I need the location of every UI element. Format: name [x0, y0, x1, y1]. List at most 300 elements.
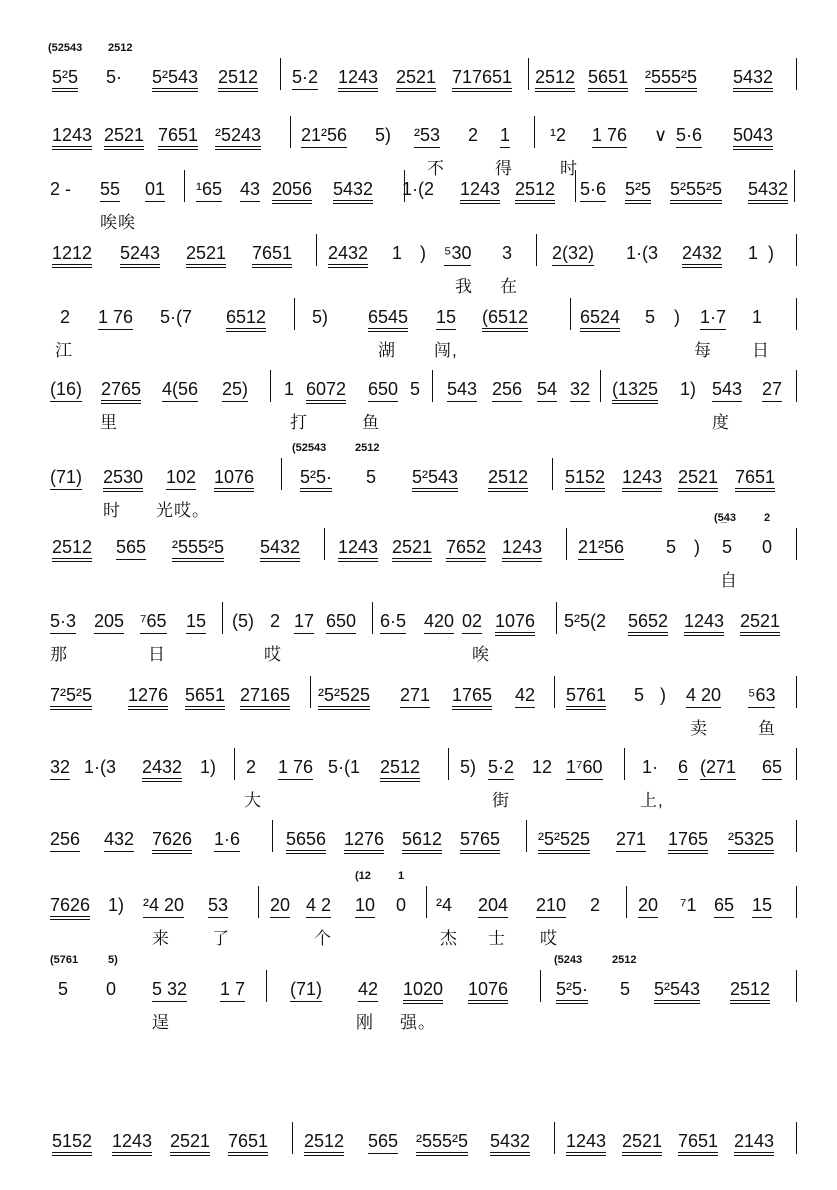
score-line	[0, 442, 837, 526]
lyric-text: 得	[495, 159, 513, 178]
note-group: 1243	[52, 124, 92, 150]
note-group: 2512	[304, 1130, 344, 1156]
grace-note-annotation: 2	[764, 512, 771, 524]
note-group: )	[694, 537, 700, 557]
note-group: 54	[537, 378, 557, 402]
lyric-text: 上,	[640, 791, 664, 810]
note-group: 5	[58, 979, 69, 999]
barline	[796, 298, 797, 330]
note-group: 650	[368, 378, 398, 402]
score-line	[0, 512, 837, 596]
lyric-text: 光哎。	[156, 501, 210, 520]
lyric-text: 强。	[400, 1013, 436, 1032]
note-group: ²53	[414, 124, 440, 148]
note-group: 5	[366, 467, 377, 487]
barline	[324, 528, 325, 560]
barline	[796, 1122, 797, 1154]
lyric-text: 打	[290, 413, 308, 432]
note-group: 2521	[740, 610, 780, 636]
note-group: 1076	[495, 610, 535, 636]
note-group: 1	[752, 307, 763, 327]
note-group: 1	[284, 379, 295, 399]
note-group: ²5²525	[538, 828, 590, 854]
barline	[281, 458, 282, 490]
note-group: 7651	[735, 466, 775, 492]
note-group: 432	[104, 828, 134, 852]
note-group: 2512	[515, 178, 555, 204]
note-group: ¹65	[196, 178, 222, 202]
note-group: 1212	[52, 242, 92, 268]
lyric-text: 来	[152, 929, 170, 948]
lyric-text: 刚	[356, 1013, 374, 1032]
note-group: 1 76	[592, 124, 627, 148]
note-group: 65	[714, 894, 734, 918]
note-group: 21²56	[301, 124, 347, 148]
score-line	[0, 954, 837, 1038]
note-group: (271	[700, 756, 736, 780]
note-group: 1765	[452, 684, 492, 710]
note-group: 5²55²5	[670, 178, 722, 204]
barline	[554, 676, 555, 708]
barline	[796, 58, 797, 90]
note-group: 0	[106, 979, 117, 999]
note-group: 5432	[333, 178, 373, 204]
note-group: 5	[666, 537, 677, 557]
note-group: ²4	[436, 895, 453, 915]
lyric-text: 个	[314, 929, 332, 948]
lyric-text: 度	[712, 413, 730, 432]
barline	[292, 1122, 293, 1154]
note-group: 5²5·	[300, 466, 332, 492]
note-group: 7626	[50, 894, 90, 920]
note-group: ²555²5	[416, 1130, 468, 1156]
grace-note-annotation: 2512	[355, 442, 380, 454]
note-group: ²5²525	[318, 684, 370, 710]
barline	[222, 602, 223, 634]
lyric-text: 我	[455, 277, 473, 296]
note-group: 20	[638, 894, 658, 918]
score-line	[0, 306, 837, 366]
note-group: 543	[447, 378, 477, 402]
note-group: 565	[368, 1130, 398, 1154]
barline	[796, 528, 797, 560]
note-group: 205	[94, 610, 124, 634]
lyric-text: 那	[50, 645, 68, 664]
barline	[796, 676, 797, 708]
lyric-text: 哎	[264, 645, 282, 664]
score-line	[0, 684, 837, 744]
note-group: 1 76	[278, 756, 313, 780]
note-group: 5·6	[580, 178, 606, 202]
grace-note-annotation: (5̲43	[714, 512, 737, 524]
note-group: 210	[536, 894, 566, 918]
note-group: 5432	[490, 1130, 530, 1156]
note-group: )	[660, 685, 666, 705]
note-group: 15	[436, 306, 456, 330]
grace-note-annotation: 1	[398, 870, 405, 882]
note-group: 5·(1	[328, 757, 361, 777]
note-group: ⁵30	[444, 242, 471, 266]
note-group: 4(56	[162, 378, 198, 402]
note-group: 6524	[580, 306, 620, 332]
barline	[600, 370, 601, 402]
note-group: (5)	[232, 611, 254, 631]
note-group: 10	[355, 894, 375, 918]
note-group: (1325	[612, 378, 658, 404]
barline	[234, 748, 235, 780]
grace-note-annotation: (52543	[48, 42, 83, 54]
note-group: 6512	[226, 306, 266, 332]
score-line	[0, 242, 837, 302]
lyric-text: 士	[488, 929, 506, 948]
note-group: 5	[410, 379, 421, 399]
note-group: 2	[246, 757, 257, 777]
note-group: 2	[590, 895, 601, 915]
note-group: 1243	[460, 178, 500, 204]
barline	[794, 170, 795, 202]
note-group: ∨	[654, 125, 668, 145]
note-group: 5432	[260, 536, 300, 562]
note-group: 565	[116, 536, 146, 560]
note-group: 2512	[488, 466, 528, 492]
barline	[570, 298, 571, 330]
note-group: )	[674, 307, 680, 327]
note-group: 25)	[222, 378, 248, 402]
note-group: (71)	[290, 978, 322, 1002]
note-group: 5·3	[50, 610, 76, 634]
barline	[258, 886, 259, 918]
note-group: 1·	[642, 757, 659, 777]
note-group: ²555²5	[172, 536, 224, 562]
note-group: 2	[270, 611, 281, 631]
note-group: 717651	[452, 66, 512, 92]
lyric-text: 日	[752, 341, 770, 360]
barline	[426, 886, 427, 918]
note-group: 1)	[200, 757, 217, 777]
note-group: 6072	[306, 378, 346, 404]
note-group: 1076	[468, 978, 508, 1004]
barline	[796, 820, 797, 852]
note-group: 02	[462, 610, 482, 634]
note-group: 2(32)	[552, 242, 594, 266]
note-group: 420	[424, 610, 454, 634]
score-line	[0, 610, 837, 670]
note-group: 2 -	[50, 179, 72, 199]
note-group: ⁷65	[140, 610, 167, 634]
note-group: 42	[515, 684, 535, 708]
note-group: 6·5	[380, 610, 406, 634]
note-group: 4 20	[686, 684, 721, 708]
note-group: 5	[645, 307, 656, 327]
note-group: 32	[50, 756, 70, 780]
note-group: ²4 20	[143, 894, 184, 918]
note-group: 7626	[152, 828, 192, 854]
note-group: 5	[634, 685, 645, 705]
note-group: 5651	[588, 66, 628, 92]
lyric-text: 杰	[440, 929, 458, 948]
note-group: 27165	[240, 684, 290, 710]
note-group: 1243	[566, 1130, 606, 1156]
barline	[536, 234, 537, 266]
note-group: 6545	[368, 306, 408, 332]
lyric-text: 每	[694, 341, 712, 360]
note-group: 5152	[565, 466, 605, 492]
note-group: 1	[392, 243, 403, 263]
note-group: 2432	[328, 242, 368, 268]
note-group: 5·2	[292, 66, 318, 90]
note-group: 271	[616, 828, 646, 852]
lyric-text: 大	[244, 791, 262, 810]
note-group: (16)	[50, 378, 82, 402]
lyric-text: 街	[492, 791, 510, 810]
note-group: 5·6	[676, 124, 702, 148]
barline	[280, 58, 281, 90]
note-group: 5	[620, 979, 631, 999]
lyric-text: 里	[100, 413, 118, 432]
note-group: )	[768, 243, 774, 263]
barline	[448, 748, 449, 780]
barline	[796, 886, 797, 918]
lyric-text: 哎	[540, 929, 558, 948]
note-group: 5)	[460, 757, 477, 777]
note-group: 5)	[375, 125, 392, 145]
note-group: 55	[100, 178, 120, 202]
note-group: 5652	[628, 610, 668, 636]
note-group: 27	[762, 378, 782, 402]
note-group: 1	[748, 243, 759, 263]
note-group: 5432	[733, 66, 773, 92]
note-group: 102	[166, 466, 196, 490]
barline	[372, 602, 373, 634]
note-group: 15	[186, 610, 206, 634]
score-line	[0, 42, 837, 126]
note-group: 1 76	[98, 306, 133, 330]
grace-note-annotation: 2512	[612, 954, 637, 966]
barline	[556, 602, 557, 634]
note-group: 1)	[108, 895, 125, 915]
note-group: 271	[400, 684, 430, 708]
note-group: 1243	[502, 536, 542, 562]
note-group: 65	[762, 756, 782, 780]
note-group: 2512	[730, 978, 770, 1004]
score-line	[0, 870, 837, 954]
barline	[626, 886, 627, 918]
note-group: ²5325	[728, 828, 774, 854]
barline	[575, 170, 576, 202]
note-group: 2530	[103, 466, 143, 492]
barline	[316, 234, 317, 266]
note-group: 5612	[402, 828, 442, 854]
note-group: 3	[502, 243, 513, 263]
barline	[796, 748, 797, 780]
note-group: 7651	[678, 1130, 718, 1156]
score-line	[0, 1130, 837, 1190]
lyric-text: 唉	[472, 645, 490, 664]
note-group: ²555²5	[645, 66, 697, 92]
lyric-text: 鱼	[362, 413, 380, 432]
note-group: 2432	[142, 756, 182, 782]
note-group: 2512	[52, 536, 92, 562]
note-group: 1765	[668, 828, 708, 854]
note-group: 5²543	[654, 978, 700, 1004]
lyric-text: 江	[55, 341, 73, 360]
barline	[310, 676, 311, 708]
grace-note-annotation: 5)	[108, 954, 118, 966]
note-group: 2521	[170, 1130, 210, 1156]
barline	[184, 170, 185, 202]
note-group: 5243	[120, 242, 160, 268]
note-group: 1)	[680, 379, 697, 399]
note-group: 1·6	[214, 828, 240, 852]
note-group: 0	[396, 895, 407, 915]
lyric-text: 在	[500, 277, 518, 296]
note-group: 2521	[104, 124, 144, 150]
barline	[540, 970, 541, 1002]
note-group: 2056	[272, 178, 312, 204]
note-group: 5²5·	[556, 978, 588, 1004]
note-group: 5²543	[152, 66, 198, 92]
note-group: 2	[468, 125, 479, 145]
barline	[534, 116, 535, 148]
barline	[526, 820, 527, 852]
barline	[294, 298, 295, 330]
note-group: 2	[60, 307, 71, 327]
note-group: 5656	[286, 828, 326, 854]
grace-note-annotation: (5243	[554, 954, 583, 966]
score-line	[0, 378, 837, 438]
note-group: 1243	[684, 610, 724, 636]
barline	[272, 820, 273, 852]
note-group: 0	[762, 537, 773, 557]
lyric-text: 时	[103, 501, 121, 520]
note-group: 7651	[228, 1130, 268, 1156]
note-group: 543	[712, 378, 742, 402]
note-group: 5	[722, 537, 733, 557]
note-group: 1·7	[700, 306, 726, 330]
note-group: 12	[532, 757, 553, 777]
note-group: 5432	[748, 178, 788, 204]
note-group: 5·	[106, 67, 123, 87]
barline	[796, 970, 797, 1002]
note-group: 1020	[403, 978, 443, 1004]
grace-note-annotation: (5761	[50, 954, 79, 966]
note-group: (71)	[50, 466, 82, 490]
lyric-text: 湖	[378, 341, 396, 360]
note-group: 1·(3	[84, 757, 117, 777]
note-group: 1243	[338, 536, 378, 562]
note-group: 5 32	[152, 978, 187, 1002]
barline	[796, 234, 797, 266]
note-group: 5651	[185, 684, 225, 710]
note-group: 2521	[186, 242, 226, 268]
grace-note-annotation: (52543	[292, 442, 327, 454]
note-group: 2143	[734, 1130, 774, 1156]
note-group: 5·(7	[160, 307, 193, 327]
note-group: 2765	[101, 378, 141, 404]
note-group: 5·2	[488, 756, 514, 780]
score-line	[0, 828, 837, 888]
barline	[290, 116, 291, 148]
note-group: 53	[208, 894, 228, 918]
lyric-text: 鱼	[758, 719, 776, 738]
note-group: 21²56	[578, 536, 624, 560]
barline	[528, 58, 529, 90]
note-group: 1 7	[220, 978, 245, 1002]
note-group: 20	[270, 894, 290, 918]
lyric-text: 日	[148, 645, 166, 664]
note-group: 1⁷60	[566, 756, 603, 780]
note-group: 1	[500, 124, 510, 148]
note-group: 1·(2	[402, 179, 435, 199]
note-group: 2512	[380, 756, 420, 782]
note-group: ¹2	[550, 125, 567, 145]
note-group: ²5243	[215, 124, 261, 150]
barline	[552, 458, 553, 490]
barline	[270, 370, 271, 402]
lyric-text: 闯,	[434, 341, 458, 360]
note-group: 2521	[678, 466, 718, 492]
note-group: 650	[326, 610, 356, 634]
note-group: 32	[570, 378, 590, 402]
note-group: 5²543	[412, 466, 458, 492]
note-group: 5)	[312, 307, 329, 327]
barline	[554, 1122, 555, 1154]
note-group: 1276	[128, 684, 168, 710]
note-group: 7652	[446, 536, 486, 562]
note-group: 2432	[682, 242, 722, 268]
barline	[432, 370, 433, 402]
note-group: 7651	[158, 124, 198, 150]
note-group: )	[420, 243, 426, 263]
grace-note-annotation: 2512	[108, 42, 133, 54]
note-group: 256	[492, 378, 522, 402]
note-group: 17	[294, 610, 314, 634]
note-group: 4 2	[306, 894, 331, 918]
note-group: 1076	[214, 466, 254, 492]
note-group: 7651	[252, 242, 292, 268]
lyric-text: 唉唉	[100, 213, 136, 232]
lyric-text: 不	[427, 159, 445, 178]
note-group: 5152	[52, 1130, 92, 1156]
note-group: 1276	[344, 828, 384, 854]
note-group: 5765	[460, 828, 500, 854]
note-group: 256	[50, 828, 80, 852]
note-group: 5²5	[625, 178, 651, 204]
note-group: 2521	[392, 536, 432, 562]
score-line	[0, 178, 837, 238]
note-group: 1243	[622, 466, 662, 492]
score-line	[0, 124, 837, 184]
lyric-text: 了	[212, 929, 230, 948]
note-group: ⁵63	[748, 684, 775, 708]
lyric-text: 卖	[690, 719, 708, 738]
note-group: 43	[240, 178, 260, 202]
note-group: 1243	[338, 66, 378, 92]
note-group: 5²5(2	[564, 611, 607, 631]
note-group: ⁷1	[680, 895, 697, 915]
note-group: 5²5	[52, 66, 78, 92]
barline	[796, 370, 797, 402]
note-group: 1243	[112, 1130, 152, 1156]
note-group: 5043	[733, 124, 773, 150]
note-group: 6	[678, 756, 688, 780]
note-group: 01	[145, 178, 165, 202]
lyric-text: 逞	[152, 1013, 170, 1032]
note-group: 15	[752, 894, 772, 918]
note-group: 2521	[396, 66, 436, 92]
lyric-text: 时	[560, 159, 578, 178]
note-group: 1·(3	[626, 243, 659, 263]
